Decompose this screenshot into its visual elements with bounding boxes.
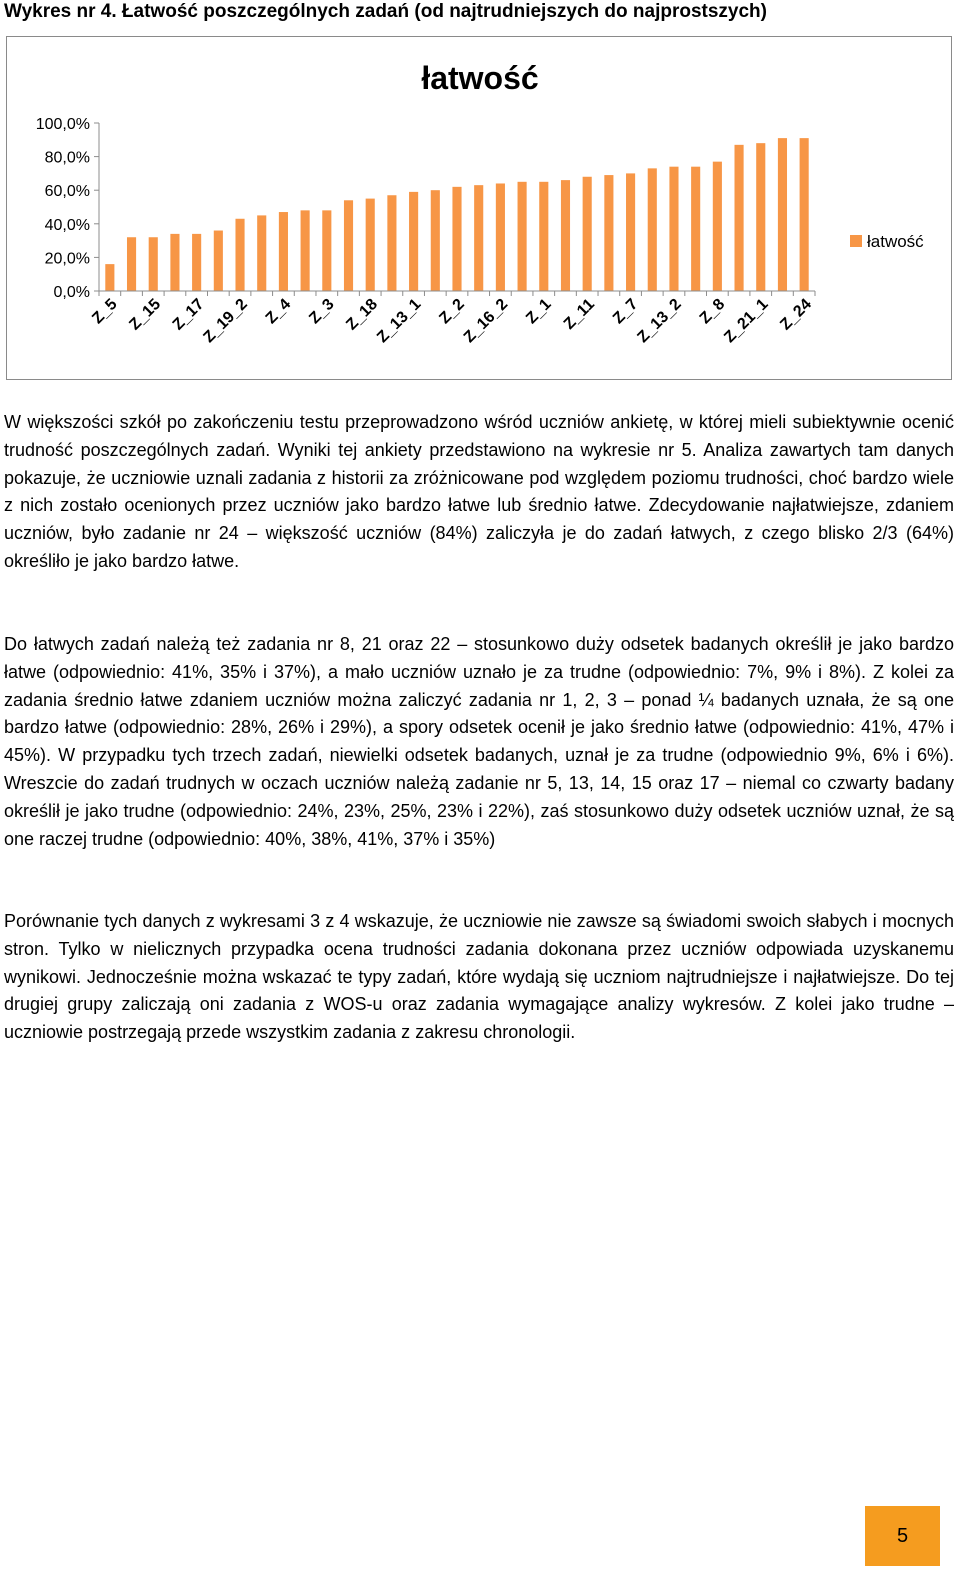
bar (539, 182, 548, 291)
bars (105, 138, 808, 291)
bar (279, 212, 288, 291)
x-tick-label: Z_13_2 (634, 295, 685, 347)
bar (452, 187, 461, 291)
y-tick-label: 100,0% (35, 116, 90, 133)
x-tick-label: Z_13_1 (374, 295, 425, 347)
bar (127, 237, 136, 291)
bar (626, 173, 635, 291)
y-tick-label: 40,0% (44, 216, 90, 234)
bar (322, 210, 331, 291)
bar (301, 210, 310, 291)
paragraph-1: W większości szkół po zakończeniu testu przeprowadzono wśród uczniów ankietę, w której mieli subiektywnie ocenić trudność poszczególnych zadań. Wyniki tej ankiety przedstawiono na wykresie nr 5. Analiza zawartych tam danych pokazuje, że uczniowie uznali zadania z historii za zróżnicowane pod względem poziomu trudności, choć bardzo wiele z nich zostało ocenionych przez uczniów jako bardzo łatwe lub średnio łatwe. Zdecydowanie najłatwiejsze, zdaniem uczniów, było zadanie nr 24 – większość uczniów (84%) zaliczyła je do zadań łatwych, z czego blisko 2/3 (64%) określiło je jako bardzo łatwe. (4, 412, 954, 571)
y-tick-label: 20,0% (44, 250, 90, 268)
bar (431, 190, 440, 291)
figure-heading: Wykres nr 4. Łatwość poszczególnych zadań (od najtrudniejszych do najprostszych) (4, 1, 767, 22)
x-tick-label: Z_5 (89, 295, 121, 328)
x-tick-label: Z_2 (436, 295, 468, 328)
bar (800, 138, 809, 291)
y-tick-label: 0,0% (53, 284, 90, 301)
bar (105, 264, 114, 291)
page-number: 5 (865, 1506, 940, 1566)
easiness-chart (6, 36, 952, 380)
bar (344, 200, 353, 291)
x-tick-label: Z_18 (343, 295, 382, 334)
bar (669, 167, 678, 291)
bar (604, 175, 613, 291)
bar (366, 199, 375, 291)
bar (149, 237, 158, 291)
paragraph-3: Porównanie tych danych z wykresami 3 z 4 wskazuje, że uczniowie nie zawsze są świadomi swoich słabych i mocnych stron. Tylko w nielicznych przypadka ocena trudności zadania dokonana przez uczniów odpowiada uzyskanemu wynikowi. Jednocześnie można wskazać te typy zadań, które wydają się uczniom najtrudniejsze i najłatwiejsze. Do tej drugiej grupy zaliczają oni zadania z WOS-u oraz zadania wymagające analizy wykresów. Z kolei jako trudne – uczniowie postrzegają przede wszystkim zadania z zakresu chronologii. (4, 911, 954, 1043)
legend-label: łatwość (867, 232, 924, 251)
x-axis (89, 291, 815, 346)
bar (713, 162, 722, 291)
x-tick-label: Z_11 (560, 295, 599, 333)
bar (192, 234, 201, 291)
bar (518, 182, 527, 291)
bar (170, 234, 179, 291)
x-tick-label: Z_19_2 (200, 295, 251, 347)
chart-title: łatwość (421, 60, 539, 96)
bar (756, 143, 765, 291)
bar (214, 231, 223, 291)
x-tick-label: Z_4 (262, 295, 295, 328)
bar (474, 185, 483, 291)
y-tick-label: 80,0% (44, 149, 90, 167)
x-tick-label: Z_1 (523, 295, 555, 328)
x-tick-label: Z_24 (777, 295, 815, 334)
bar (235, 219, 244, 291)
y-axis (36, 116, 99, 301)
x-tick-label: Z_15 (126, 295, 165, 334)
x-tick-label: Z_17 (169, 295, 208, 334)
bar (778, 138, 787, 291)
legend-swatch (850, 235, 862, 247)
bar (583, 177, 592, 291)
bar (496, 183, 505, 291)
x-tick-label: Z_3 (306, 295, 338, 328)
paragraph-2: Do łatwych zadań należą też zadania nr 8, 21 oraz 22 – stosunkowo duży odsetek badanych określił je jako bardzo łatwe (odpowiednio: 41%, 35% i 37%), a mało uczniów uznało je za trudne (odpowiednio: 7%, 9% i 8%). Z kolei za zadania średnio łatwe zdaniem uczniów można zaliczyć zadania nr 1, 2, 3 – ponad ¼ badanych uznała, że są one bardzo łatwe (odpowiednio: 28%, 26% i 29%), a spory odsetek ocenił je jako średnio łatwe (odpowiednio: 41%, 47% i 45%). W przypadku tych trzech zadań, niewielki odsetek badanych, uznał je za trudne (odpowiednio 9%, 6% i 6%). Wreszcie do zadań trudnych w oczach uczniów należą zadanie nr 5, 13, 14, 15 oraz 17 – niemal co czwarty badany określił je jako trudne (odpowiednio: 24%, 23%, 25%, 23% i 22%), zaś stosunkowo duży odsetek uczniów uznał, że są one raczej trudne (odpowiednio: 40%, 38%, 41%, 37% i 35%) (4, 634, 954, 849)
x-tick-label: Z_21_1 (721, 295, 772, 347)
bar (257, 215, 266, 291)
bar (387, 195, 396, 291)
y-tick-label: 60,0% (44, 183, 90, 201)
x-tick-label: Z_8 (696, 295, 729, 328)
bar (691, 167, 700, 291)
x-tick-label: Z_7 (609, 295, 642, 328)
chart-canvas (7, 37, 953, 381)
bar (409, 192, 418, 291)
bar (561, 180, 570, 291)
bar (735, 145, 744, 291)
x-tick-label: Z_16_2 (460, 295, 512, 347)
legend (850, 232, 924, 251)
bar (648, 168, 657, 291)
